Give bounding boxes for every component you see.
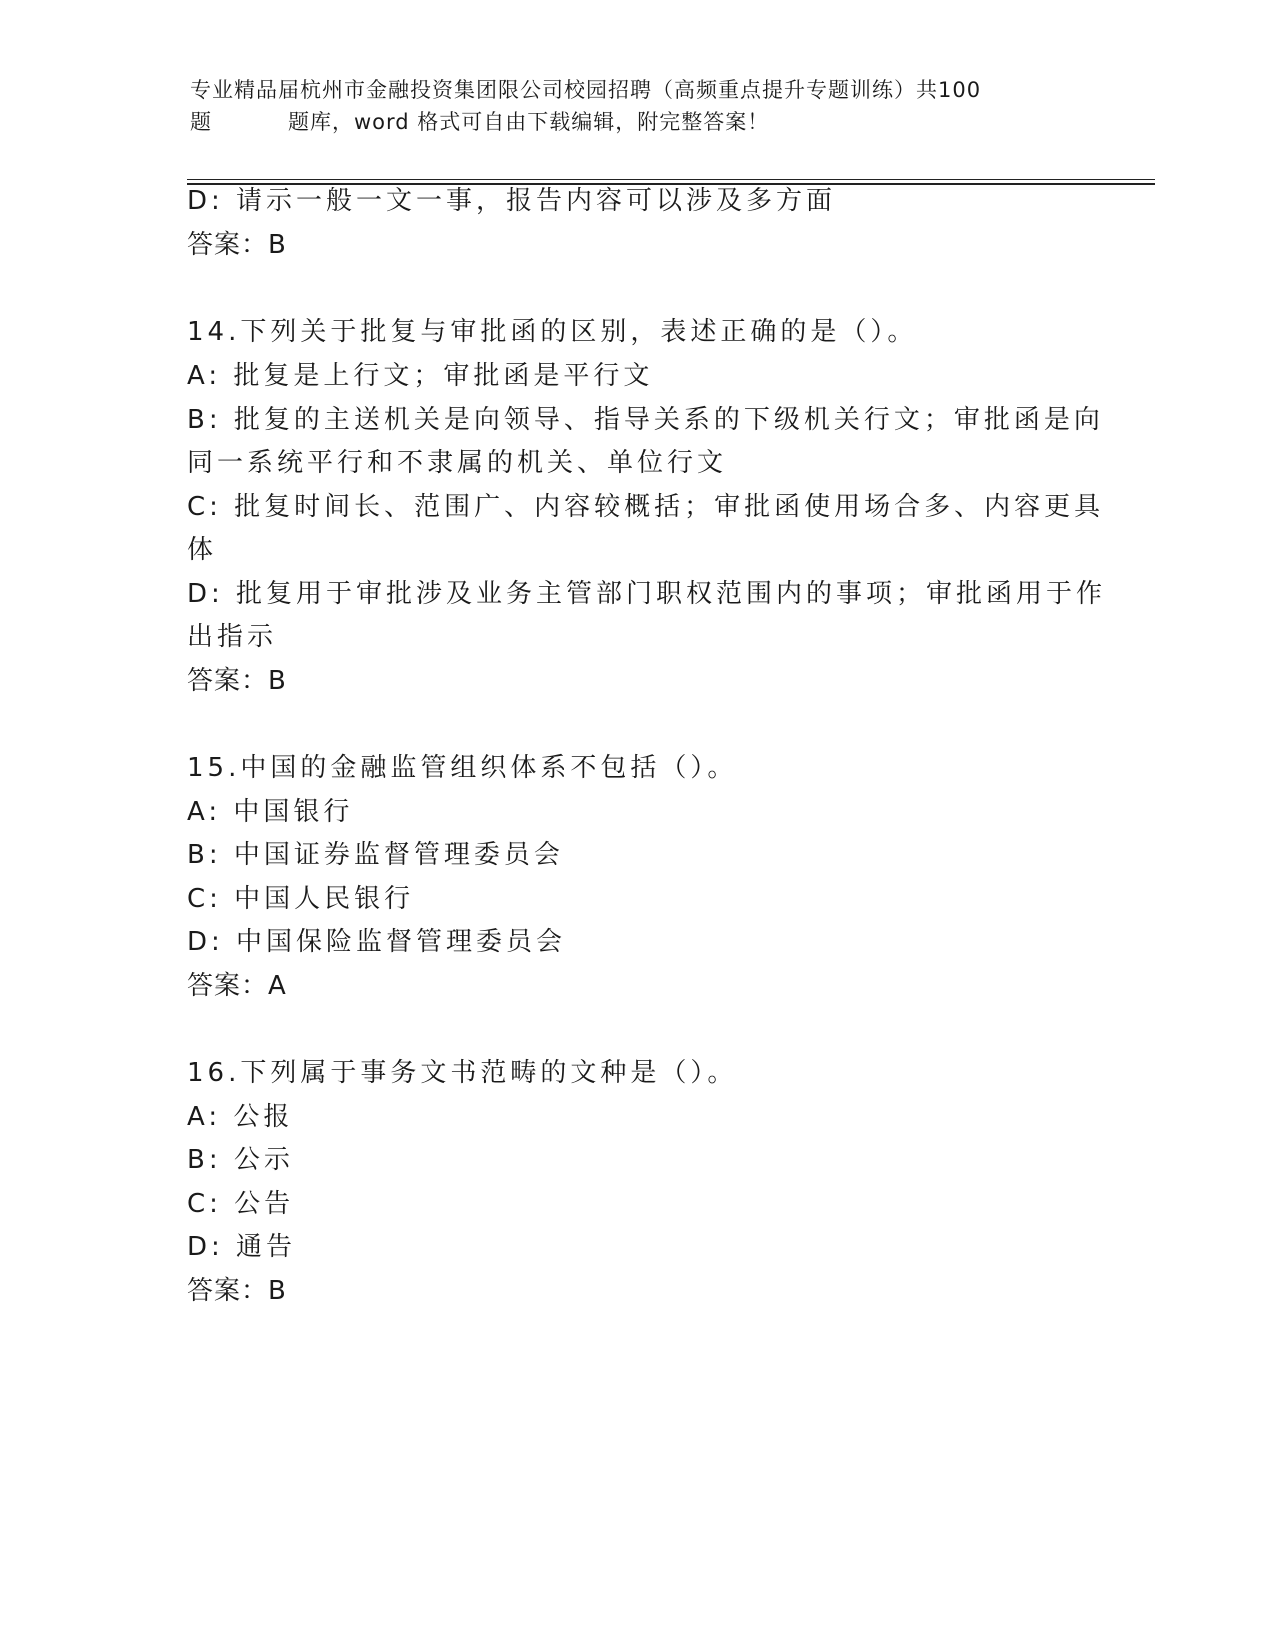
q15-option-d: D: 中国保险监督管理委员会 <box>187 927 567 957</box>
header-title-line2 <box>190 106 1090 138</box>
q14-option-a: A: 批复是上行文；审批函是平行文 <box>187 361 654 391</box>
q16-answer: 答案：B <box>187 1276 287 1306</box>
q15-option-c: C: 中国人民银行 <box>187 884 415 914</box>
q14-option-c-line1: C: 批复时间长、范围广、内容较概括；审批函使用场合多、内容更具 <box>187 492 1105 522</box>
q16-stem: 16.下列属于事务文书范畴的文种是（）。 <box>187 1058 738 1088</box>
q16-option-c: C: 公告 <box>187 1189 295 1219</box>
header-divider-thin <box>187 179 1155 180</box>
header-line2-right: 题库，word 格式可自由下载编辑，附完整答案！ <box>288 110 770 134</box>
q16-option-d: D: 通告 <box>187 1232 297 1262</box>
prev-option-d: D: 请示一般一文一事，报告内容可以涉及多方面 <box>187 186 837 216</box>
q15-option-a: A: 中国银行 <box>187 797 354 827</box>
header-line2-left: 题 <box>190 110 212 134</box>
q16-option-a: A: 公报 <box>187 1102 294 1132</box>
q14-option-b-line2: 同一系统平行和不隶属的机关、单位行文 <box>187 448 728 478</box>
q15-answer: 答案：A <box>187 971 287 1001</box>
q14-option-d-line1: D: 批复用于审批涉及业务主管部门职权范围内的事项；审批函用于作 <box>187 579 1107 609</box>
q16-option-b: B: 公示 <box>187 1145 294 1175</box>
q14-answer: 答案：B <box>187 666 287 696</box>
page-header <box>190 74 1090 138</box>
q14-option-c-line2: 体 <box>187 535 218 565</box>
header-title-line1: 专业精品届杭州市金融投资集团限公司校园招聘（高频重点提升专题训练）共100 <box>190 78 982 102</box>
q15-option-b: B: 中国证券监督管理委员会 <box>187 840 564 870</box>
q15-stem: 15.中国的金融监管组织体系不包括（）。 <box>187 753 738 783</box>
q14-option-b-line1: B: 批复的主送机关是向领导、指导关系的下级机关行文；审批函是向 <box>187 405 1104 435</box>
q14-stem: 14.下列关于批复与审批函的区别，表述正确的是（）。 <box>187 317 918 347</box>
prev-answer: 答案：B <box>187 230 287 260</box>
q14-option-d-line2: 出指示 <box>187 622 278 652</box>
